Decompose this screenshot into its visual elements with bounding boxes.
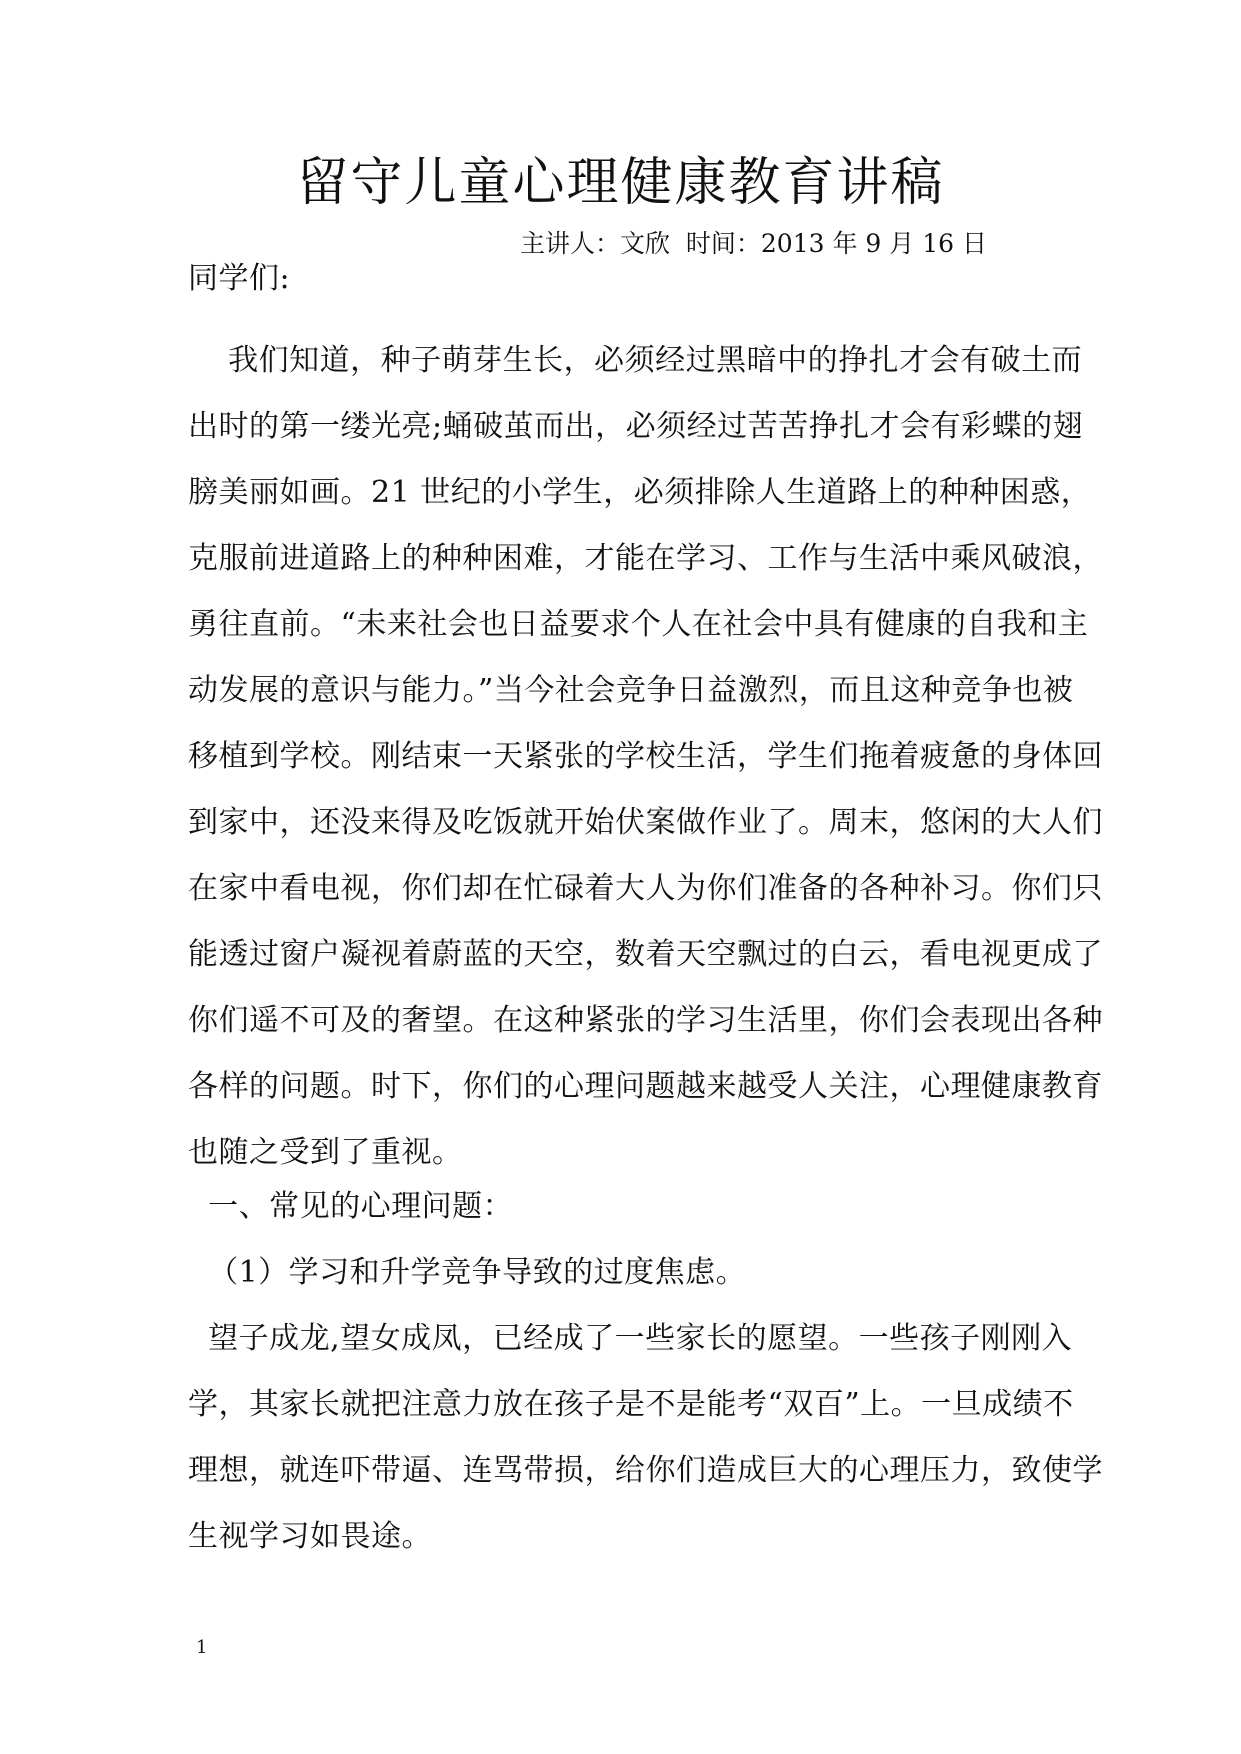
paragraph-line: 动发展的意识与能力。”当今社会竞争日益激烈，而且这种竞争也被 <box>188 673 1074 708</box>
paragraph-line: 我们知道，种子萌芽生长，必须经过黑暗中的挣扎才会有破土而 <box>188 343 1083 378</box>
anxiety-paragraph <box>188 1306 1103 1570</box>
paragraph-line: 学，其家长就把注意力放在孩子是不是能考“双百”上。一旦成绩不 <box>188 1387 1074 1422</box>
paragraph-line: 生视学习如畏途。 <box>188 1519 432 1554</box>
paragraph-line: 你们遥不可及的奢望。在这种紧张的学习生活里，你们会表现出各种 <box>188 1003 1103 1038</box>
paragraph-line: 能透过窗户凝视着蔚蓝的天空，数着天空飘过的白云，看电视更成了 <box>188 937 1103 972</box>
paragraph-line: 克服前进道路上的种种困难，才能在学习、工作与生活中乘风破浪， <box>188 541 1103 576</box>
paragraph-line: 膀美丽如画。21 世纪的小学生，必须排除人生道路上的种种困惑， <box>188 475 1092 510</box>
paragraph-line: 移植到学校。刚结束一天紧张的学校生活，学生们拖着疲惫的身体回 <box>188 739 1103 774</box>
page-number: 1 <box>196 1637 208 1658</box>
greeting: 同学们: <box>188 261 291 296</box>
paragraph-line: 出时的第一缕光亮;蛹破茧而出，必须经过苦苦挣扎才会有彩蝶的翅 <box>188 409 1084 444</box>
sub-heading: （1）学习和升学竞争导致的过度焦虑。 <box>188 1255 747 1290</box>
intro-paragraph <box>188 328 1103 1186</box>
paragraph-line: 各样的问题。时下，你们的心理问题越来越受人关注，心理健康教育 <box>188 1069 1103 1104</box>
section-heading: 一、常见的心理问题： <box>188 1189 514 1224</box>
paragraph-line: 也随之受到了重视。 <box>188 1135 463 1170</box>
document-title: 留守儿童心理健康教育讲稿 <box>296 153 945 213</box>
paragraph-line: 理想，就连吓带逼、连骂带损，给你们造成巨大的心理压力，致使学 <box>188 1453 1103 1488</box>
speaker-byline: 主讲人：文欣 时间：2013 年 9 月 16 日 <box>520 229 987 258</box>
paragraph-line: 到家中，还没来得及吃饭就开始伏案做作业了。周末，悠闲的大人们 <box>188 805 1103 840</box>
paragraph-line: 在家中看电视，你们却在忙碌着大人为你们准备的各种补习。你们只 <box>188 871 1103 906</box>
paragraph-line: 勇往直前。“未来社会也日益要求个人在社会中具有健康的自我和主 <box>188 607 1089 642</box>
paragraph-line: 望子成龙,望女成凤，已经成了一些家长的愿望。一些孩子刚刚入 <box>188 1321 1073 1356</box>
